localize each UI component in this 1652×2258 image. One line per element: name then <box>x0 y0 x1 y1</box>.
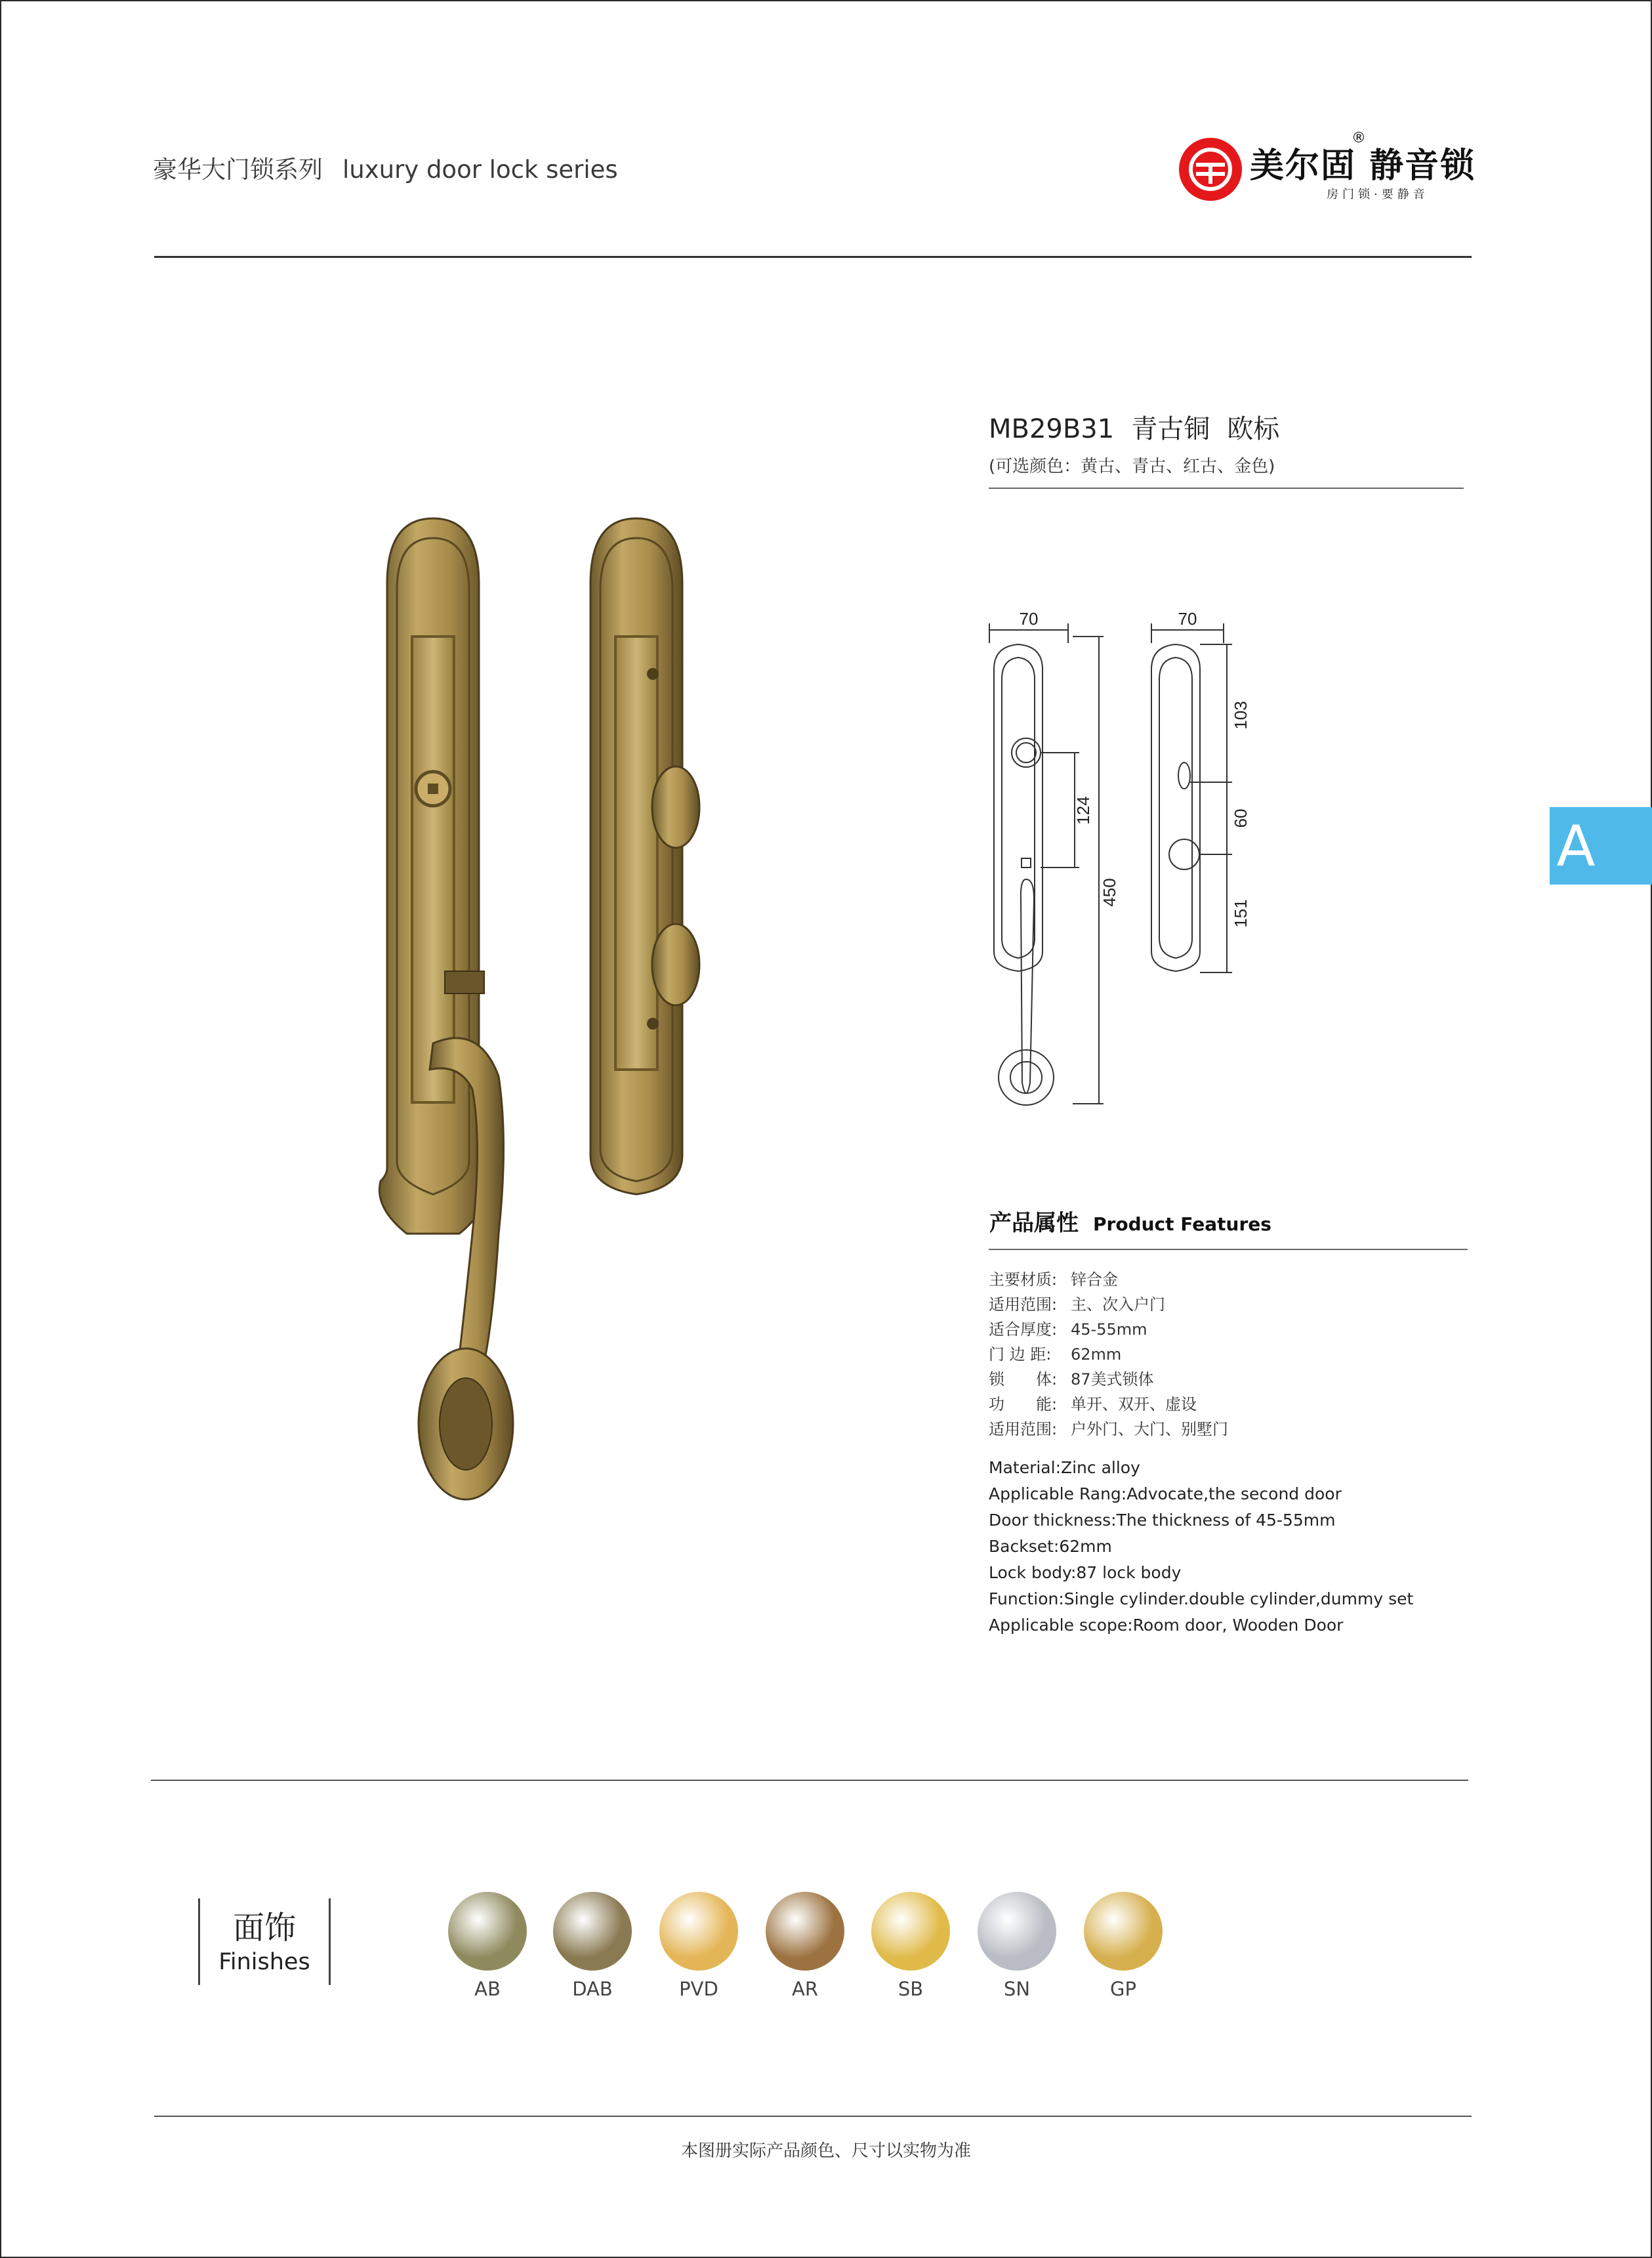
spec-en-row: Material:Zinc alloy <box>989 1458 1140 1477</box>
features-divider <box>989 1249 1468 1250</box>
specs-zh-list <box>989 1266 1228 1441</box>
brand-tagline: 房门锁·要静音 <box>1327 188 1429 201</box>
heading-divider <box>989 488 1464 489</box>
dim-handle-spacing: 124 <box>1073 796 1093 825</box>
dim-back-width: 70 <box>1178 609 1197 629</box>
spec-row: 锁 体: 87美式锁体 <box>989 1370 1154 1389</box>
spec-row: 适合厚度: 45-55mm <box>989 1320 1147 1339</box>
spec-en-row: Lock body:87 lock body <box>989 1563 1182 1582</box>
color-options-note: (可选颜色：黄古、青古、红古、金色) <box>989 457 1275 476</box>
features-title-en: Product Features <box>1093 1213 1271 1235</box>
dimension-diagram <box>984 604 1266 1116</box>
spec-en-row: Applicable scope:Room door, Wooden Door <box>989 1616 1344 1635</box>
spec-row: 适用范围: 户外门、大门、别墅门 <box>989 1420 1228 1438</box>
dim-back-top: 103 <box>1231 701 1250 730</box>
dim-back-bottom: 151 <box>1231 899 1250 928</box>
product-photo <box>367 512 735 1522</box>
spec-row: 主要材质: 锌合金 <box>989 1270 1118 1289</box>
front-plate-drawing <box>994 644 1054 1105</box>
features-title <box>989 1205 1271 1237</box>
finish-label-sn: SN <box>1003 1978 1031 2000</box>
brand-name-main: 美尔固 <box>1250 146 1357 186</box>
dim-back-mid: 60 <box>1231 808 1250 828</box>
features-title-zh: 产品属性 <box>989 1210 1079 1236</box>
finish-label-ar: AR <box>792 1978 818 2000</box>
series-title-zh: 豪华大门锁系列 <box>153 156 323 184</box>
header-divider <box>154 256 1472 258</box>
finish-swatch-ar <box>766 1892 844 1971</box>
spec-row: 适用范围: 主、次入户门 <box>989 1295 1165 1314</box>
product-finish: 青古铜 <box>1131 414 1210 444</box>
finishes-divider <box>151 1780 1468 1781</box>
footer-divider <box>154 2116 1472 2117</box>
dim-total-height: 450 <box>1100 878 1119 907</box>
finish-label-ab: AB <box>474 1978 501 2000</box>
finish-swatch-sn <box>978 1892 1056 1971</box>
registered-mark: ® <box>1352 130 1366 146</box>
series-title-en: luxury door lock series <box>342 156 618 184</box>
footer-note: 本图册实际产品颜色、尺寸以实物为准 <box>680 2141 971 2161</box>
spec-en-row: Door thickness:The thickness of 45-55mm <box>989 1511 1336 1530</box>
finish-swatch-pvd <box>659 1892 738 1971</box>
finish-label-dab: DAB <box>572 1978 613 2000</box>
finishes-title-zh: 面饰 <box>232 1910 296 1946</box>
spec-en-row: Backset:62mm <box>989 1537 1112 1556</box>
specs-en-list <box>989 1458 1413 1642</box>
brand-logo-icon <box>1179 138 1242 201</box>
finish-label-sb: SB <box>898 1978 924 2000</box>
finish-label-gp: GP <box>1110 1978 1136 2000</box>
back-plate-drawing <box>1151 644 1200 971</box>
spec-row: 门 边 距: 62mm <box>989 1345 1122 1364</box>
product-heading <box>989 408 1279 446</box>
spec-row: 功 能: 单开、双开、虚设 <box>989 1395 1197 1413</box>
series-title <box>153 150 618 185</box>
finish-swatch-dab <box>553 1892 632 1971</box>
finish-swatch-ab <box>448 1892 527 1971</box>
spec-en-row: Function:Single cylinder.double cylinder,dummy set <box>989 1589 1414 1608</box>
dim-front-width: 70 <box>1019 609 1039 629</box>
product-model: MB29B31 <box>989 414 1115 444</box>
section-tab <box>1550 807 1652 885</box>
spec-en-row: Applicable Rang:Advocate,the second door <box>989 1484 1342 1503</box>
finish-swatch-sb <box>871 1892 950 1971</box>
finish-label-pvd: PVD <box>679 1978 718 2000</box>
finishes-title <box>198 1898 331 1985</box>
section-tab-label: A <box>1556 814 1596 879</box>
brand-name-suffix: 静音锁 <box>1369 146 1476 186</box>
finishes-title-en: Finishes <box>218 1949 310 1975</box>
product-style: 欧标 <box>1227 414 1280 444</box>
finish-swatch-gp <box>1084 1892 1163 1971</box>
